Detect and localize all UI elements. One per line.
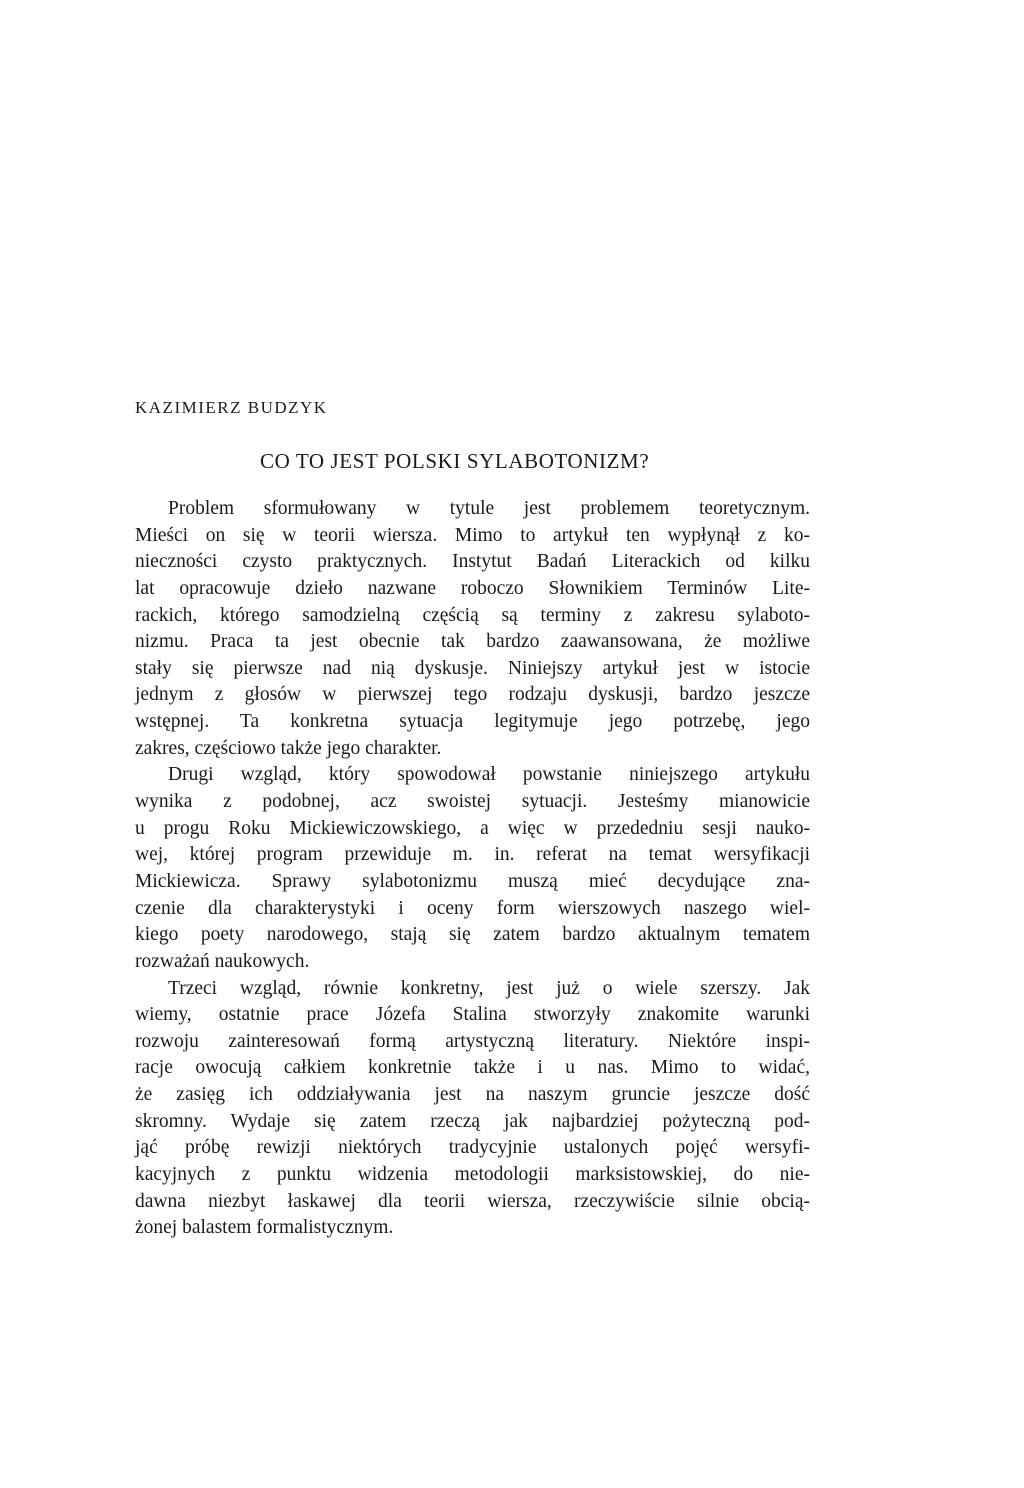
text-line: żonej balastem formalistycznym. [135,1217,394,1239]
text-line: dawna niezbyt łaskawej dla teorii wiersza, rzeczywiście silnie obcią- [135,1190,810,1212]
text-line: jąć próbę rewizji niektórych tradycyjnie ustalonych pojęć wersyfi- [135,1137,810,1159]
text-line: wiemy, ostatnie prace Józefa Stalina stworzyły znakomite warunki [135,1004,810,1026]
text-line: racje owocują całkiem konkretnie także i u nas. Mimo to widać, [135,1057,810,1079]
text-line: lat opracowuje dzieło nazwane roboczo Słownikiem Terminów Lite- [135,577,810,599]
article-title: CO TO JEST POLSKI SYLABOTONIZM? [260,449,650,473]
text-line: nieczności czysto praktycznych. Instytut Badań Literackich od kilku [135,551,810,573]
text-line: rozwoju zainteresowań formą artystyczną literatury. Niektóre inspi- [135,1030,810,1052]
text-line: u progu Roku Mickiewiczowskiego, a więc w przededniu sesji nauko- [135,817,810,839]
text-line: wstępnej. Ta konkretna sytuacja legitymuje jego potrzebę, jego [135,711,810,733]
text-line: Problem sformułowany w tytule jest problemem teoretycznym. [168,498,810,519]
text-line: rackich, którego samodzielną częścią są terminy z zakresu sylaboto- [135,604,810,626]
text-line: kacyjnych z punktu widzenia metodologii marksistowskiej, do nie- [135,1164,810,1186]
text-line: nizmu. Praca ta jest obecnie tak bardzo zaawansowana, że możliwe [135,631,810,653]
paragraph-2 [135,762,810,975]
text-line: zakres, częściowo także jego charakter. [135,737,442,759]
text-line: że zasięg ich oddziaływania jest na naszym gruncie jeszcze dość [135,1084,810,1106]
text-line: stały się pierwsze nad nią dyskusje. Niniejszy artykuł jest w istocie [135,657,810,679]
text-line: jednym z głosów w pierwszej tego rodzaju dyskusji, bardzo jeszcze [135,684,810,706]
text-line: Drugi wzgląd, który spowodował powstanie niniejszego artykułu [168,764,810,786]
text-line: wej, której program przewiduje m. in. referat na temat wersyfikacji [135,844,810,866]
text-line: skromny. Wydaje się zatem rzeczą jak najbardziej pożyteczną pod- [135,1110,810,1132]
paragraph-3 [135,976,810,1242]
text-line: kiego poety narodowego, stają się zatem bardzo aktualnym tematem [135,924,810,946]
author-name: KAZIMIERZ BUDZYK [135,398,328,417]
text-line: czenie dla charakterystyki i oceny form wierszowych naszego wiel- [135,897,810,919]
text-line: Mieści on się w teorii wiersza. Mimo to artykuł ten wypłynął z ko- [135,524,810,546]
text-line: rozważań naukowych. [135,950,310,972]
paragraph-1 [135,496,810,762]
article-body [135,496,810,1242]
text-line: wynika z podobnej, acz swoistej sytuacji. Jesteśmy mianowicie [135,791,810,813]
text-line: Mickiewicza. Sprawy sylabotonizmu muszą mieć decydujące zna- [135,870,810,892]
text-line: Trzeci wzgląd, równie konkretny, jest już o wiele szerszy. Jak [168,977,810,999]
